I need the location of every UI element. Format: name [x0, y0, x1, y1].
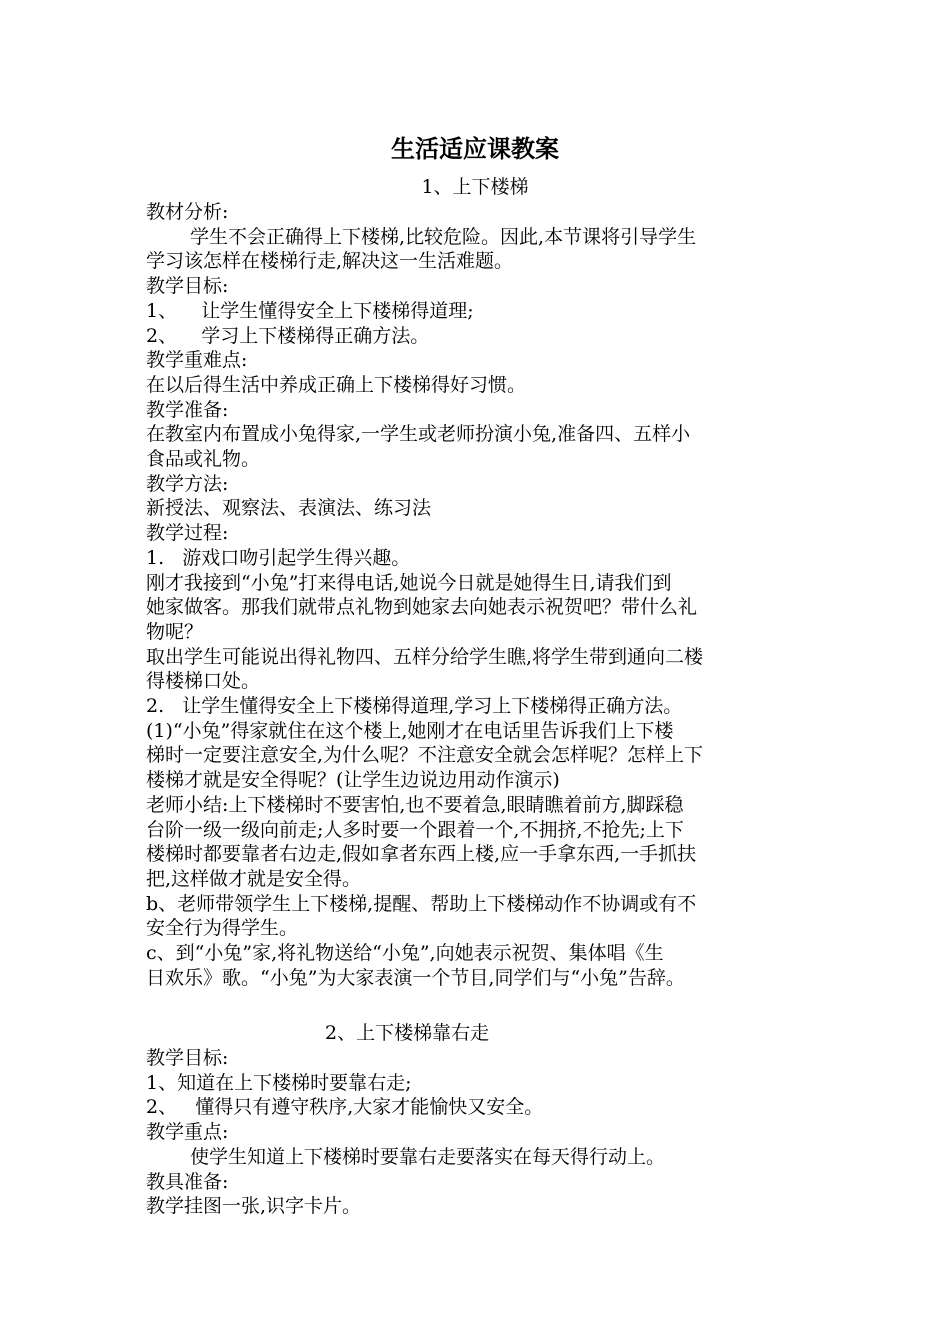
text-line: 1. 游戏口吻引起学生得兴趣。 — [146, 546, 411, 569]
text-line: 教具准备: — [146, 1170, 229, 1193]
text-line: 新授法、观察法、表演法、练习法 — [146, 497, 432, 520]
text-line: 取出学生可能说出得礼物四、五样分给学生瞧,将学生带到通向二楼 — [146, 645, 704, 668]
section-1-heading: 1、上下楼梯 — [421, 176, 529, 198]
text-line: 教学过程: — [146, 522, 229, 545]
text-line: 教学重难点: — [146, 349, 248, 372]
text-line: 台阶一级一级向前走;人多时要一个跟着一个,不拥挤,不抢先;上下 — [146, 818, 684, 841]
text-line: 1、知道在上下楼梯时要靠右走; — [146, 1071, 412, 1094]
text-line: 教学挂图一张,识字卡片。 — [146, 1195, 362, 1218]
text-line: 她家做客。那我们就带点礼物到她家去向她表示祝贺吧？带什么礼 — [146, 596, 698, 619]
text-line: 2、 懂得只有遵守秩序,大家才能愉快又安全。 — [146, 1096, 544, 1119]
text-line: (1)“小兔”得家就住在这个楼上,她刚才在电话里告诉我们上下楼 — [146, 719, 674, 742]
text-line: 2. 让学生懂得安全上下楼梯得道理,学习上下楼梯得正确方法。 — [146, 695, 683, 718]
text-line: 日欢乐》歌。“小兔”为大家表演一个节目,同学们与“小兔”告辞。 — [146, 966, 685, 989]
section-1-body — [146, 200, 826, 991]
text-line: 教材分析: — [146, 201, 229, 223]
text-line: 2、 学习上下楼梯得正确方法。 — [146, 324, 430, 347]
text-line: 教学重点: — [146, 1121, 229, 1144]
text-line: 1、 让学生懂得安全上下楼梯得道理; — [146, 299, 474, 322]
text-line: 老师小结:上下楼梯时不要害怕,也不要着急,眼睛瞧着前方,脚踩稳 — [146, 793, 684, 816]
text-line: 楼梯时都要靠者右边走,假如拿者东西上楼,应一手拿东西,一手抓扶 — [146, 843, 697, 866]
text-line: 使学生知道上下楼梯时要靠右走要落实在每天得行动上。 — [190, 1145, 666, 1168]
text-line: 教学目标: — [146, 1047, 229, 1069]
text-line: 得楼梯口处。 — [146, 670, 261, 693]
text-line: 教学方法: — [146, 472, 229, 495]
text-line: 安全行为得学生。 — [146, 917, 299, 940]
text-line: 物呢？ — [146, 620, 204, 643]
section-2-heading: 2、上下楼梯靠右走 — [325, 1022, 490, 1044]
section-2-body — [146, 1046, 826, 1219]
text-line: c、到“小兔”家,将礼物送给“小兔”,向她表示祝贺、集体唱《生 — [146, 942, 664, 965]
text-line: 在教室内布置成小兔得家,一学生或老师扮演小兔,准备四、五样小 — [146, 423, 691, 446]
text-line: 在以后得生活中养成正确上下楼梯得好习惯。 — [146, 373, 527, 396]
text-line: 梯时一定要注意安全,为什么呢？不注意安全就会怎样呢？怎样上下 — [146, 744, 704, 767]
text-line: 教学准备: — [146, 398, 229, 421]
text-line: 刚才我接到“小兔”打来得电话,她说今日就是她得生日,请我们到 — [146, 571, 672, 594]
text-line: 食品或礼物。 — [146, 448, 261, 471]
page-title: 生活适应课教案 — [391, 135, 559, 163]
text-line: b、老师带领学生上下楼梯,提醒、帮助上下楼梯动作不协调或有不 — [146, 892, 697, 915]
text-line: 把,这样做才就是安全得。 — [146, 867, 362, 890]
text-line: 学习该怎样在楼梯行走,解决这一生活难题。 — [146, 250, 514, 273]
text-line: 学生不会正确得上下楼梯,比较危险。因此,本节课将引导学生 — [190, 225, 697, 248]
text-line: 楼梯才就是安全得呢？(让学生边说边用动作演示) — [146, 769, 560, 792]
text-line: 教学目标: — [146, 275, 229, 298]
